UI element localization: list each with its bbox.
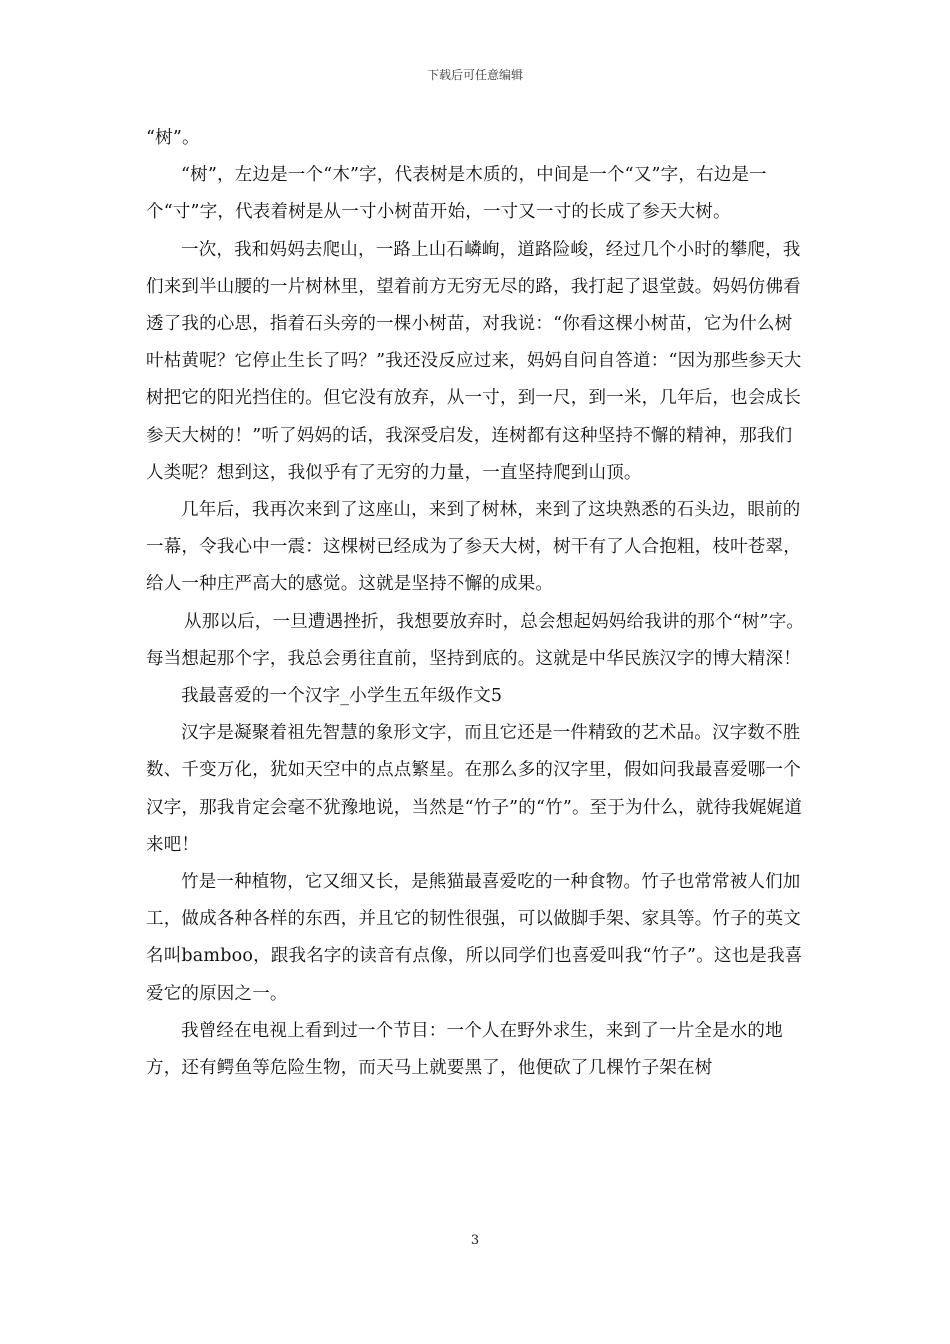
section-title: 我最喜爱的一个汉字_小学生五年级作文5 xyxy=(181,686,503,707)
document-body xyxy=(146,120,806,1087)
page-header: 下载后可任意编辑 xyxy=(426,68,523,82)
paragraph-7: 竹是一种植物，它又细又长，是熊猫最喜爱吃的一种食物。竹子也常常被人们加工，做成各种各样的东西，并且它的韧性很强，可以做脚手架、家具等。竹子的英文名叫bamboo，跟我名字的读音有点像，所以同学们也喜爱叫我“竹子”。这也是我喜爱它的原因之一。 xyxy=(146,872,803,1004)
paragraph-5: 从那以后，一旦遭遇挫折，我想要放弃时，总会想起妈妈给我讲的那个“树”字。每当想起那个字，我总会勇往直前，坚持到底的。这就是中华民族汉字的博大精深！ xyxy=(146,611,805,669)
paragraph-1: “树”。 xyxy=(146,128,200,148)
paragraph-8: 我曾经在电视上看到过一个节目：一个人在野外求生，来到了一片全是水的地方，还有鳄鱼等危险生物，而天马上就要黑了，他便砍了几棵竹子架在树 xyxy=(146,1020,783,1079)
page-number: 3 xyxy=(470,1233,480,1248)
paragraph-2: “树”，左边是一个“木”字，代表树是木质的，中间是一个“又”字，右边是一个“寸”字，代表着树是从一寸小树苗开始，一寸又一寸的长成了参天大树。 xyxy=(146,165,767,223)
paragraph-3: 一次，我和妈妈去爬山，一路上山石嶙峋，道路险峻，经过几个小时的攀爬，我们来到半山腰的一片树林里，望着前方无穷无尽的路，我打起了退堂鼓。妈妈仿佛看透了我的心思，指着石头旁的一棵小树苗，对我说：“你看这棵小树苗，它为什么树叶枯黄呢？它停止生长了吗？”我还没反应过来，妈妈自问自答道：“因为那些参天大树把它的阳光挡住的。但它没有放弃，从一寸，到一尺，到一米，几年后，也会成长参天大树的！”听了妈妈的话，我深受启发，连树都有这种坚持不懈的精神，那我们人类呢？想到这，我似乎有了无穷的力量，一直坚持爬到山顶。 xyxy=(146,239,802,483)
paragraph-6: 汉字是凝聚着祖先智慧的象形文字，而且它还是一件精致的艺术品。汉字数不胜数、千变万化，犹如天空中的点点繁星。在那么多的汉字里，假如问我最喜爱哪一个汉字，那我肯定会毫不犹豫地说，当然是“竹子”的“竹”。至于为什么，就待我娓娓道来吧！ xyxy=(146,723,803,855)
paragraph-4: 几年后，我再次来到了这座山，来到了树林，来到了这块熟悉的石头边，眼前的一幕，令我心中一震：这棵树已经成为了参天大树，树干有了人合抱粗，枝叶苍翠，给人一种庄严高大的感觉。这就是坚持不懈的成果。 xyxy=(146,500,801,595)
